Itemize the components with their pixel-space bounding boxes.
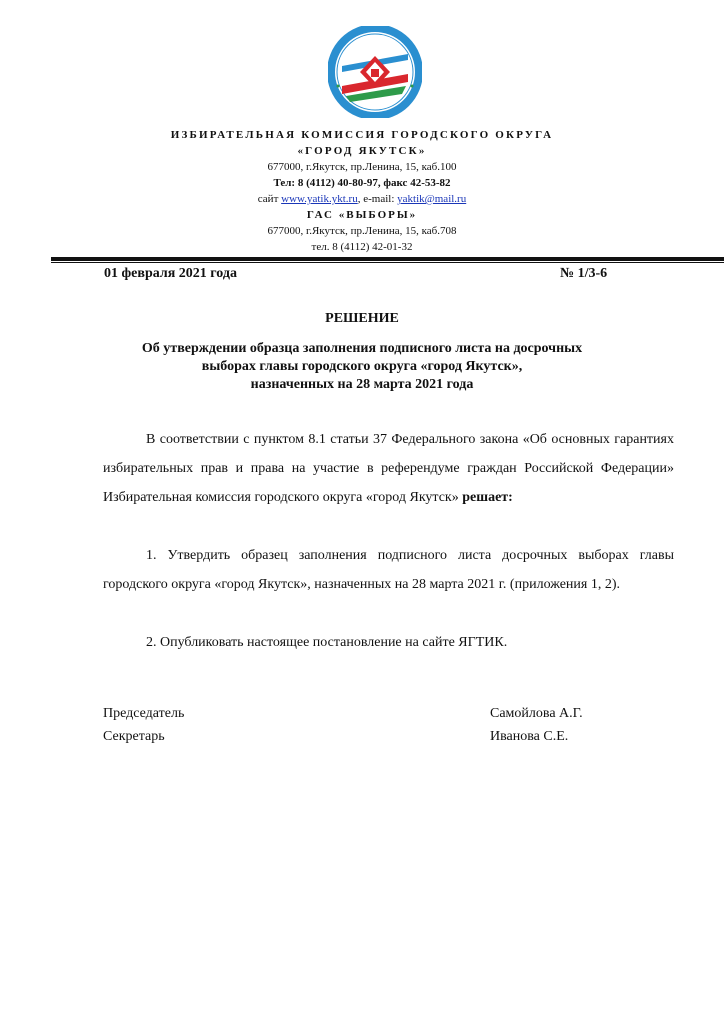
header-divider-thick (51, 257, 724, 261)
commission-emblem-icon (328, 26, 422, 118)
email-link[interactable]: yaktik@mail.ru (397, 193, 467, 205)
subject-line-2: выборах главы городского округа «город Якутск», (201, 359, 523, 374)
header-divider-thin (51, 262, 724, 263)
preamble-paragraph (103, 425, 674, 512)
commission-logo (328, 26, 422, 118)
signature-name-secretary: Иванова С.Е. (490, 729, 569, 744)
subject-line-3: назначенных на 28 марта 2021 года (250, 377, 474, 392)
document-date: 01 февраля 2021 года (104, 266, 237, 281)
document-subject (0, 340, 724, 394)
site-prefix: сайт (257, 193, 282, 205)
decision-item-2: 2. Опубликовать настоящее постановление на сайте ЯГТИК. (146, 635, 508, 650)
signature-name-chairman: Самойлова А.Г. (490, 706, 583, 721)
org-name-line2: «ГОРОД ЯКУТСК» (297, 145, 427, 157)
org-contacts (0, 193, 724, 205)
preamble-decision: решает: (462, 490, 513, 505)
gas-address: 677000, г.Якутск, пр.Ленина, 15, каб.708 (267, 225, 457, 237)
preamble-text: В соответствии с пунктом 8.1 статьи 37 Федерального закона «Об основных гарантиях избирательных прав и права на участие в референдуме граждан Российской Федерации» Избирательная комиссия городского округа «город Якутск» (103, 432, 674, 505)
subject-line-1: Об утверждении образца заполнения подписного листа на досрочных (141, 341, 583, 356)
decision-item-1: 1. Утвердить образец заполнения подписного листа досрочных выборах главы городского округа «город Якутск», назначенных на 28 марта 2021 г. (приложения 1, 2). (103, 548, 674, 592)
gas-phone: тел. 8 (4112) 42-01-32 (311, 241, 413, 253)
signature-role-chairman: Председатель (103, 706, 185, 721)
document-title: РЕШЕНИЕ (325, 311, 399, 326)
document-number: № 1/3-6 (560, 266, 608, 281)
org-name-line1: ИЗБИРАТЕЛЬНАЯ КОМИССИЯ ГОРОДСКОГО ОКРУГА (170, 129, 554, 141)
signature-role-secretary: Секретарь (103, 729, 165, 744)
gas-title: ГАС «ВЫБОРЫ» (306, 209, 418, 221)
email-prefix: , e-mail: (357, 193, 398, 205)
org-phone: Тел: 8 (4112) 40-80-97, факс 42-53-82 (273, 177, 451, 189)
org-address: 677000, г.Якутск, пр.Ленина, 15, каб.100 (267, 161, 457, 173)
site-link[interactable]: www.yatik.ykt.ru (281, 193, 358, 205)
